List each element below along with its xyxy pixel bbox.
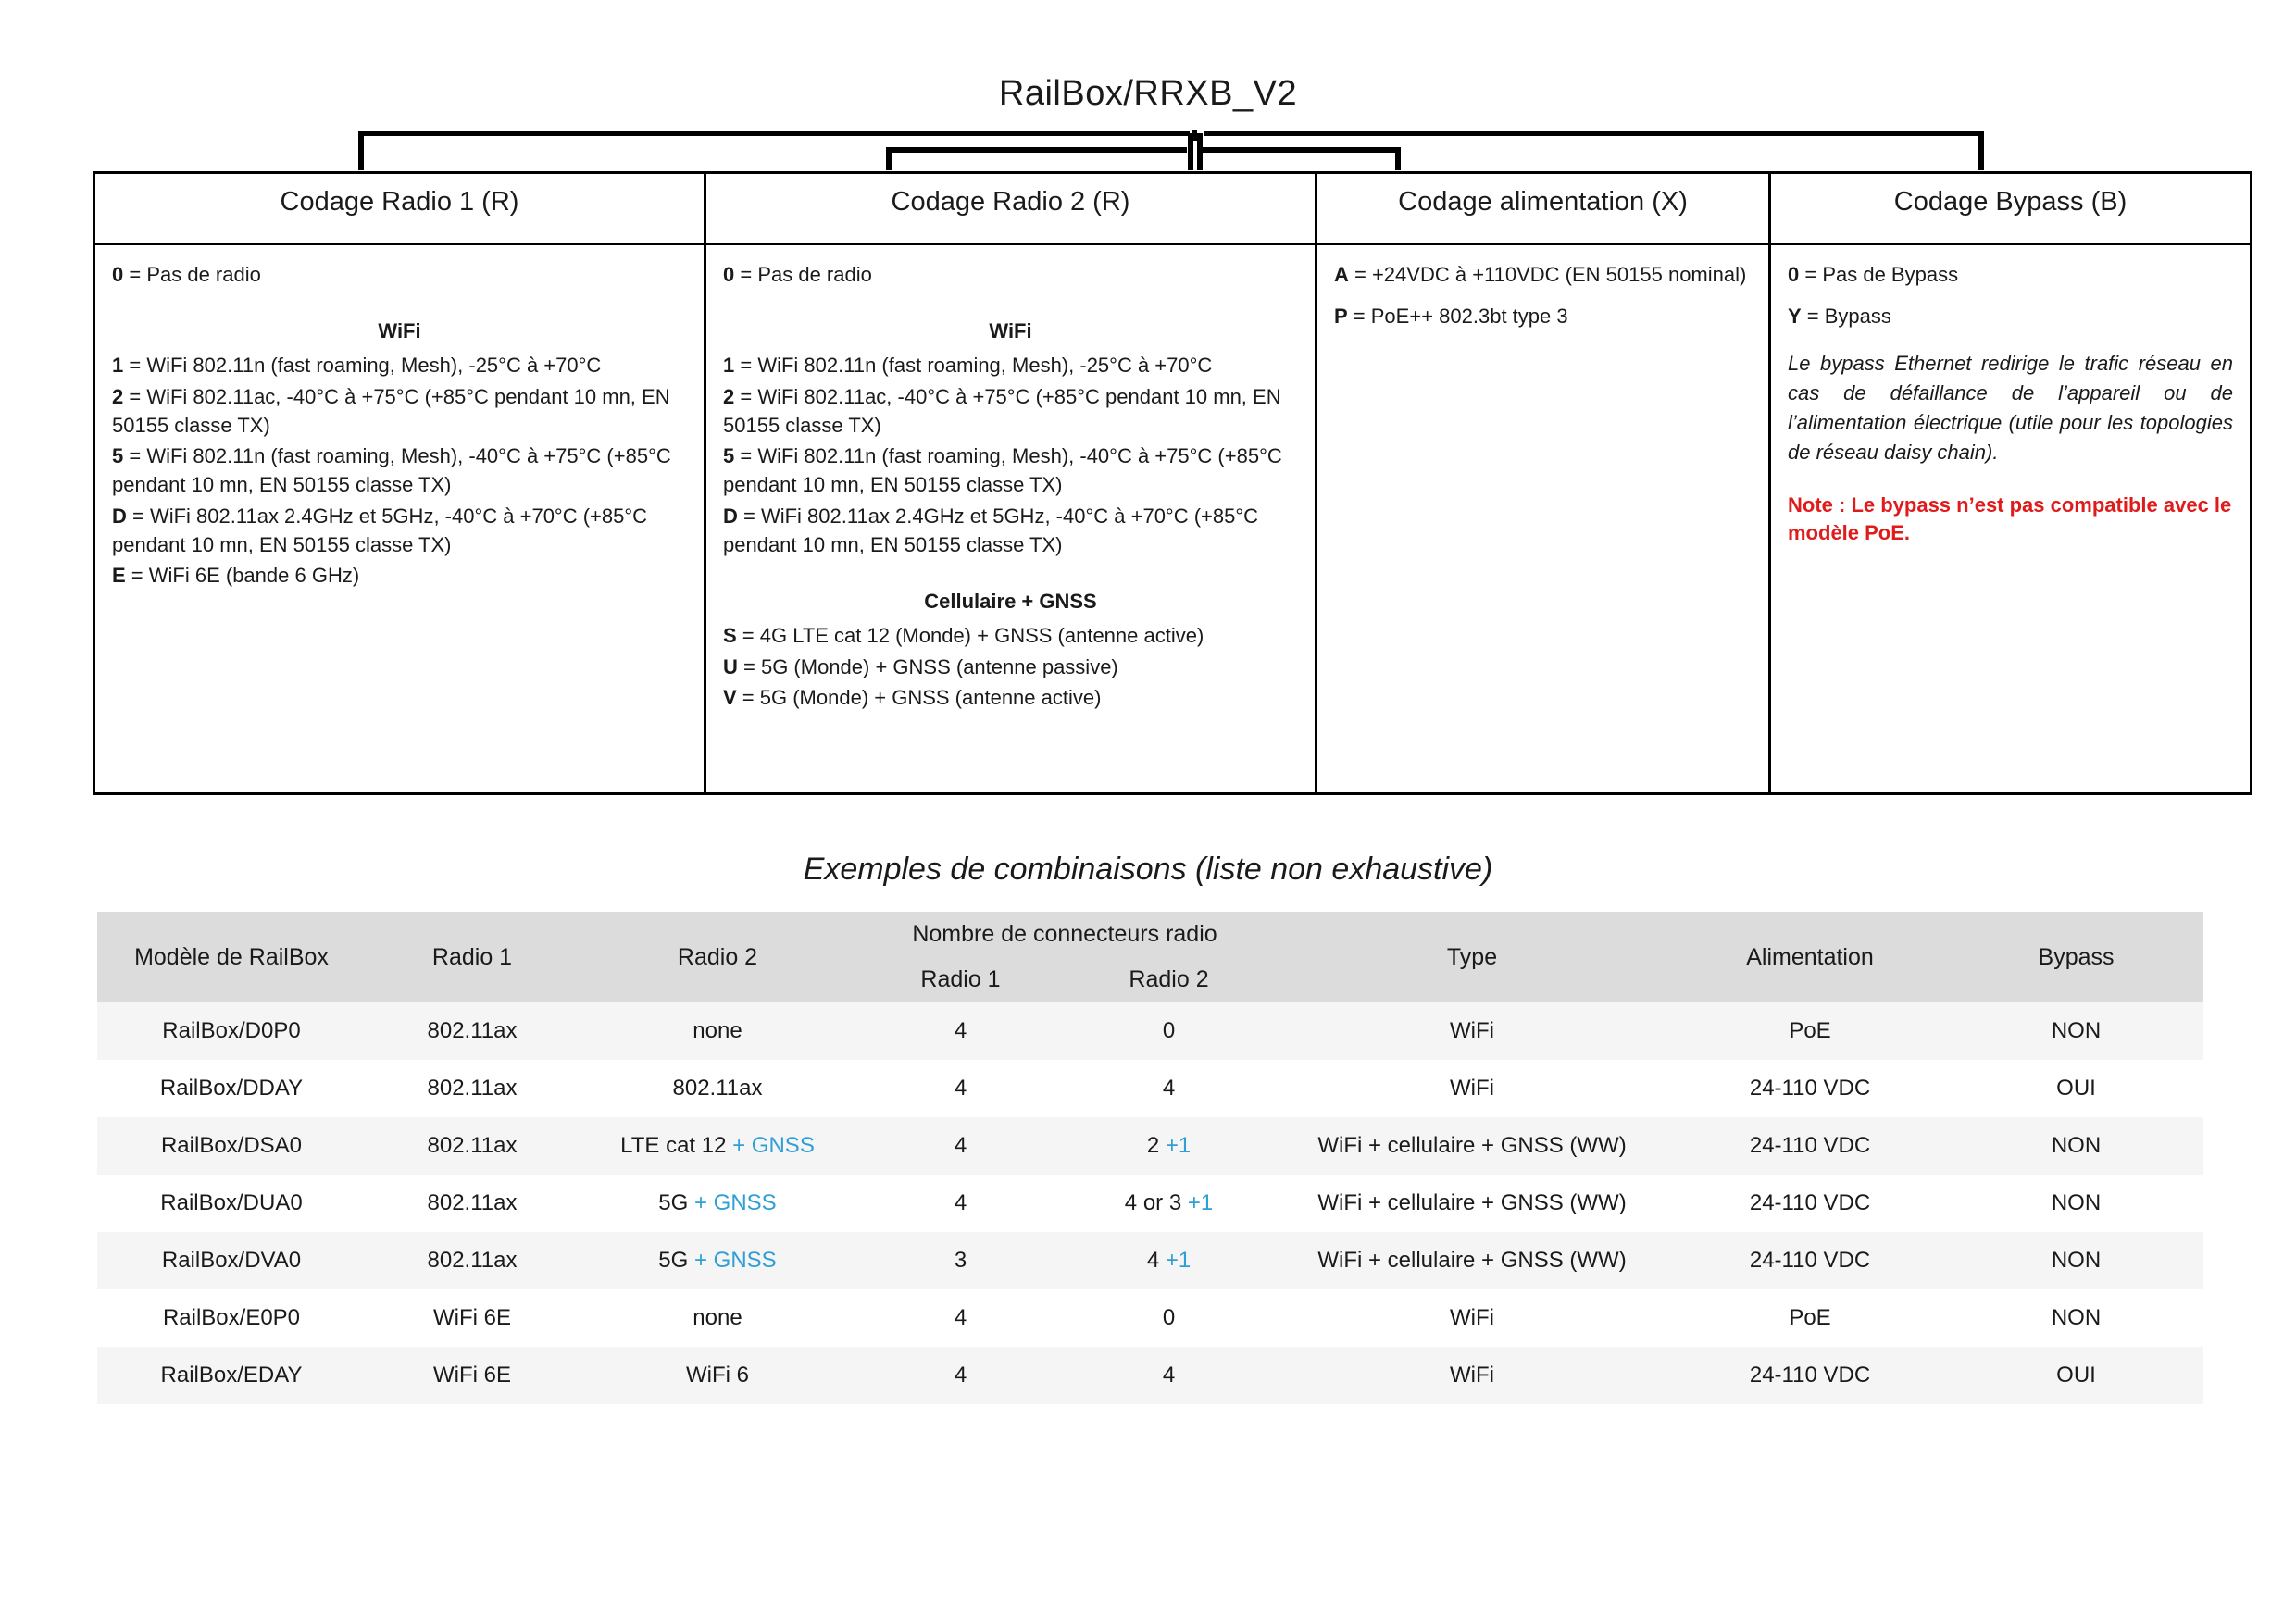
radio1-item-code: 2 [112,384,124,408]
cell-model: RailBox/D0P0 [162,1018,301,1043]
bypass-item-code: 0 [1788,263,1800,286]
cell-conn2-text: 0 [1162,1018,1176,1043]
cell-radio2 [579,1347,856,1404]
radio1-item [112,351,687,380]
cell-radio2-text: 5G [658,1190,694,1215]
cell-conn2 [1065,1002,1273,1060]
radio2-item-code: 1 [723,354,735,378]
power-item-code: P [1334,305,1348,329]
radio2-cellular-heading: Cellulaire + GNSS [924,590,1097,614]
radio1-item [112,561,687,590]
cell-conn2-text: 4 [1162,1363,1176,1388]
coding-cell-power [1316,244,1770,794]
radio2-cell-item-code: S [723,624,737,648]
coding-table-body-row [94,244,2252,794]
cell-radio2-text: WiFi 6 [686,1363,749,1388]
coding-cell-radio2 [705,244,1316,794]
radio1-item-text: = WiFi 802.11ac, -40°C à +75°C (+85°C pendant 10 mn, EN 50155 classe TX) [112,384,670,437]
cell-conn2-extra: +1 [1165,1133,1192,1158]
table-row [97,1289,2203,1347]
cell-type: WiFi [1450,1305,1494,1330]
cell-conn1: 4 [954,1076,967,1101]
cell-conn1: 4 [954,1190,967,1215]
radio2-item-code: D [723,504,738,528]
coding-table-header-row [94,173,2252,244]
coding-cell-bypass [1770,244,2252,794]
cell-conn1: 4 [954,1018,967,1043]
radio2-item [723,351,1298,380]
radio2-item [723,442,1298,499]
power-item [1334,260,1752,289]
cell-radio1: 802.11ax [427,1190,518,1215]
cell-conn2-text: 0 [1162,1305,1176,1330]
cell-conn2 [1065,1060,1273,1117]
examples-header-connectors: Nombre de connecteurs radio [856,912,1273,957]
cell-conn2 [1065,1289,1273,1347]
radio1-item [112,502,687,559]
cell-conn1: 3 [954,1248,967,1273]
cell-model: RailBox/DVA0 [161,1248,302,1273]
table-row [97,1232,2203,1289]
radio1-item-text: = WiFi 802.11n (fast roaming, Mesh), -25°C à +70°C [123,354,602,378]
examples-title: Exemples de combinaisons (liste non exhaustive) [803,852,1493,887]
cell-radio2-text: none [693,1018,742,1043]
power-item-text: = +24VDC à +110VDC (EN 50155 nominal) [1348,263,1747,286]
cell-model: RailBox/DDAY [159,1076,304,1101]
radio1-wifi-heading: WiFi [378,319,421,343]
cell-type: WiFi + cellulaire + GNSS (WW) [1317,1190,1627,1215]
radio1-item-code: 5 [112,444,124,468]
radio2-item-text: = WiFi 802.11ax 2.4GHz et 5GHz, -40°C à +70°C (+85°C pendant 10 mn, EN 50155 classe TX) [723,504,1259,556]
cell-radio1: 802.11ax [427,1133,518,1158]
examples-table [97,912,2203,1404]
cell-conn2 [1065,1175,1273,1232]
examples-header-connectors-radio1: Radio 1 [856,957,1065,1002]
coding-cell-radio1 [94,244,705,794]
coding-table [93,171,2252,795]
coding-header-bypass: Codage Bypass (B) [1770,173,2252,244]
cell-power: 24-110 VDC [1749,1248,1871,1273]
cell-conn2-text: 4 [1146,1248,1166,1273]
cell-radio2-gnss: + GNSS [732,1133,815,1158]
table-row [97,1117,2203,1175]
power-item [1334,302,1752,330]
cell-model: RailBox/DSA0 [160,1133,303,1158]
examples-header-power: Alimentation [1671,912,1949,1002]
bypass-item-code: Y [1788,305,1802,329]
radio2-item [723,502,1298,559]
cell-conn2 [1065,1347,1273,1404]
bypass-note: Note : Le bypass n’est pas compatible avec le modèle PoE. [1788,493,2232,544]
table-row [97,1002,2203,1060]
cell-radio1: 802.11ax [427,1076,518,1101]
cell-model: RailBox/DUA0 [160,1190,303,1215]
cell-conn1: 4 [954,1363,967,1388]
cell-bypass: NON [2051,1305,2102,1330]
cell-model: RailBox/EDAY [160,1363,303,1388]
cell-bypass: NON [2051,1018,2102,1043]
examples-header-type: Type [1273,912,1671,1002]
radio2-item-text: = WiFi 802.11ac, -40°C à +75°C (+85°C pendant 10 mn, EN 50155 classe TX) [723,384,1281,437]
radio2-cell-item [723,653,1298,681]
cell-type: WiFi + cellulaire + GNSS (WW) [1317,1248,1627,1273]
power-item-text: = PoE++ 802.3bt type 3 [1347,305,1568,329]
cell-conn1: 4 [954,1305,967,1330]
radio2-cell-item-code: V [723,685,737,709]
cell-bypass: NON [2051,1248,2102,1273]
cell-radio2-text: 5G [658,1248,694,1273]
radio2-item-code: 2 [723,384,735,408]
examples-header-connectors-radio2: Radio 2 [1065,957,1273,1002]
cell-bypass: NON [2051,1190,2102,1215]
radio2-no-radio [723,260,1298,289]
cell-conn2-text: 4 or 3 [1124,1190,1188,1215]
coding-header-radio2: Codage Radio 2 (R) [705,173,1316,244]
radio1-item [112,442,687,499]
cell-bypass: OUI [2056,1363,2096,1388]
examples-header-bypass: Bypass [1949,912,2203,1002]
cell-radio2-gnss: + GNSS [693,1248,777,1273]
cell-bypass: OUI [2056,1076,2096,1101]
cell-power: 24-110 VDC [1749,1076,1871,1101]
bypass-item [1788,302,2233,330]
radio1-item [112,382,687,440]
cell-conn2 [1065,1232,1273,1289]
radio2-item-code: 5 [723,444,735,468]
cell-power: 24-110 VDC [1749,1363,1871,1388]
cell-radio2 [579,1232,856,1289]
examples-header-radio1: Radio 1 [366,912,579,1002]
cell-radio1: WiFi 6E [433,1305,511,1330]
cell-radio2 [579,1289,856,1347]
radio1-item-text: = WiFi 802.11ax 2.4GHz et 5GHz, -40°C à +70°C (+85°C pendant 10 mn, EN 50155 classe TX) [112,504,648,556]
radio2-no-radio-text: = Pas de radio [734,263,872,286]
radio1-item-code: 1 [112,354,124,378]
table-row [97,1060,2203,1117]
cell-radio2-text: LTE cat 12 [620,1133,733,1158]
cell-conn2 [1065,1117,1273,1175]
radio2-cell-item-text: = 4G LTE cat 12 (Monde) + GNSS (antenne active) [736,624,1204,648]
radio1-no-radio-code: 0 [112,263,124,286]
cell-radio1: 802.11ax [427,1248,518,1273]
bypass-item-text: = Pas de Bypass [1799,263,1959,286]
radio2-no-radio-code: 0 [723,263,735,286]
cell-radio2 [579,1175,856,1232]
radio1-no-radio [112,260,687,289]
cell-radio2-gnss: + GNSS [693,1190,777,1215]
bypass-description: Le bypass Ethernet redirige le trafic réseau en cas de défaillance de l’appareil ou de l’alimentation électrique (utile pour les topologies de réseau daisy chain). [1788,352,2233,465]
cell-power: 24-110 VDC [1749,1190,1871,1215]
radio2-cell-item-code: U [723,654,738,678]
cell-type: WiFi [1450,1076,1494,1101]
cell-model: RailBox/E0P0 [162,1305,301,1330]
cell-radio1: WiFi 6E [433,1363,511,1388]
examples-header-row-1 [97,912,2203,957]
radio1-no-radio-text: = Pas de radio [123,263,261,286]
radio2-cell-item-text: = 5G (Monde) + GNSS (antenne passive) [737,654,1118,678]
radio2-item-text: = WiFi 802.11n (fast roaming, Mesh), -40°C à +75°C (+85°C pendant 10 mn, EN 50155 classe TX) [723,444,1282,497]
cell-radio2 [579,1117,856,1175]
radio1-item-code: D [112,504,127,528]
cell-power: PoE [1789,1018,1831,1043]
examples-header-radio2: Radio 2 [579,912,856,1002]
radio1-item-code: E [112,564,126,588]
cell-type: WiFi + cellulaire + GNSS (WW) [1317,1133,1627,1158]
cell-power: PoE [1789,1305,1831,1330]
cell-type: WiFi [1450,1018,1494,1043]
cell-conn2-extra: +1 [1165,1248,1192,1273]
radio2-wifi-heading: WiFi [989,319,1032,343]
radio2-item-text: = WiFi 802.11n (fast roaming, Mesh), -25°C à +70°C [734,354,1213,378]
coding-header-radio1: Codage Radio 1 (R) [94,173,705,244]
cell-radio1: 802.11ax [427,1018,518,1043]
radio2-cell-item [723,621,1298,650]
cell-conn2-text: 4 [1162,1076,1176,1101]
cell-radio2-text: none [693,1305,742,1330]
radio1-item-text: = WiFi 802.11n (fast roaming, Mesh), -40°C à +75°C (+85°C pendant 10 mn, EN 50155 classe TX) [112,444,671,497]
cell-radio2-text: 802.11ax [672,1076,763,1101]
cell-radio2 [579,1002,856,1060]
power-item-code: A [1334,263,1349,286]
table-row [97,1347,2203,1404]
radio2-cell-item-text: = 5G (Monde) + GNSS (antenne active) [736,685,1102,709]
cell-conn2-text: 2 [1146,1133,1166,1158]
bypass-item [1788,260,2233,289]
cell-power: 24-110 VDC [1749,1133,1871,1158]
cell-conn1: 4 [954,1133,967,1158]
radio2-cell-item [723,683,1298,712]
bypass-item-text: = Bypass [1801,305,1891,329]
cell-conn2-extra: +1 [1187,1190,1214,1215]
page-title: RailBox/RRXB_V2 [998,74,1298,113]
examples-header-model: Modèle de RailBox [97,912,366,1002]
cell-radio2 [579,1060,856,1117]
radio2-item [723,382,1298,440]
cell-bypass: NON [2051,1133,2102,1158]
coding-header-power: Codage alimentation (X) [1316,173,1770,244]
cell-type: WiFi [1450,1363,1494,1388]
table-row [97,1175,2203,1232]
radio1-item-text: = WiFi 6E (bande 6 GHz) [125,564,360,588]
